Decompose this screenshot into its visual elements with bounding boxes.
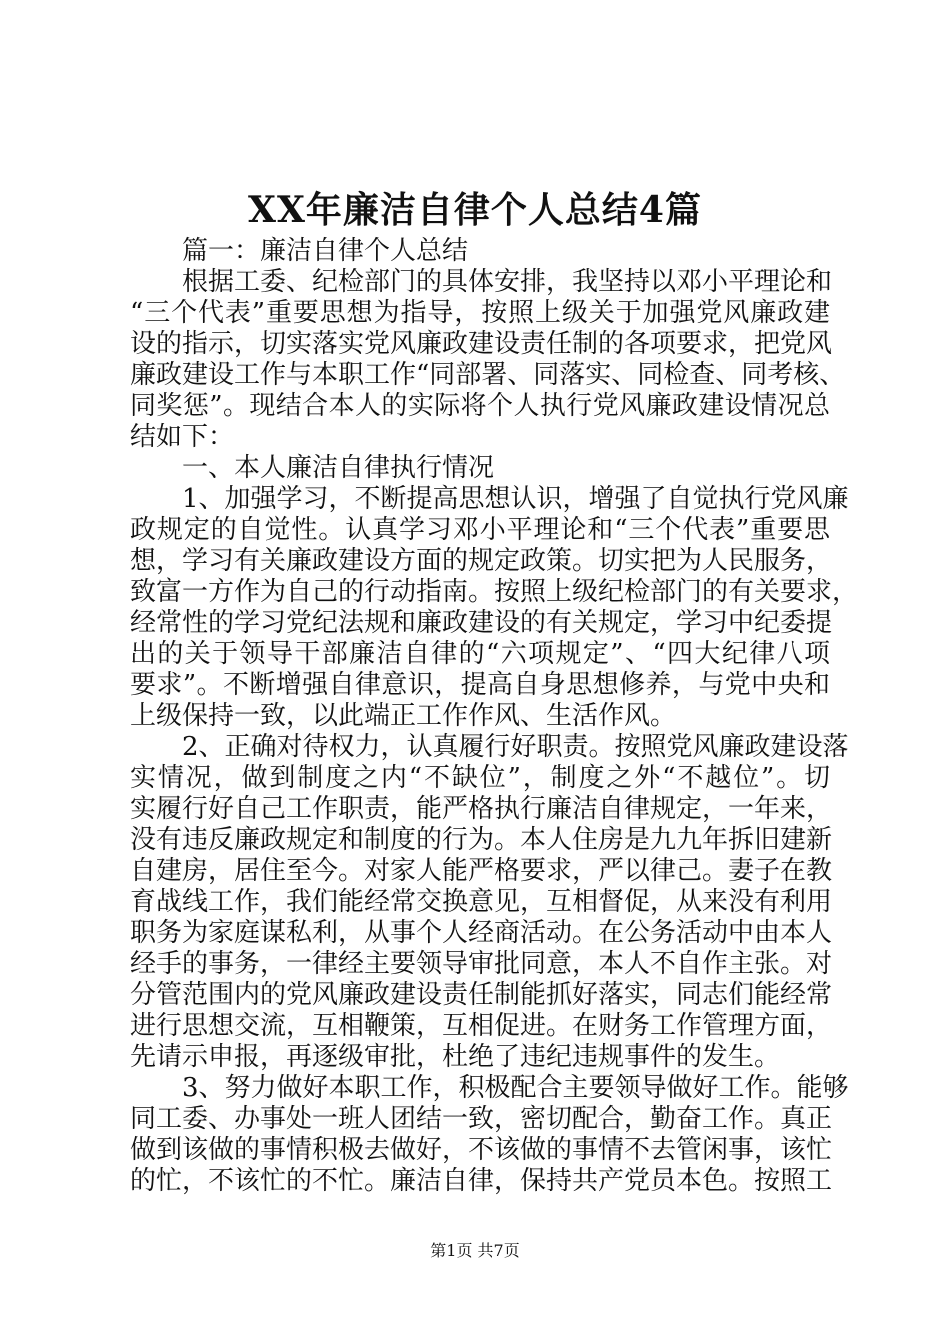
paragraph-line: 的忙，不该忙的不忙。廉洁自律，保持共产党员本色。按照工 xyxy=(130,1166,833,1196)
section-heading: 一、本人廉洁自律执行情况 xyxy=(182,453,495,483)
paragraph-line: 自建房，居住至今。对家人能严格要求，严以律己。妻子在教 xyxy=(130,856,833,886)
paragraph-line: 进行思想交流，互相鞭策，互相促进。在财务工作管理方面， xyxy=(130,1011,833,1041)
paragraph-line: 结如下： xyxy=(130,422,235,452)
paragraph-line: 育战线工作，我们能经常交换意见，互相督促，从来没有利用 xyxy=(130,887,833,917)
paragraph-line: 要求”。不断增强自律意识，提高自身思想修养，与党中央和 xyxy=(130,670,830,700)
paragraph-line: 同工委、办事处一班人团结一致，密切配合，勤奋工作。真正 xyxy=(130,1104,833,1134)
paragraph-line: 3、努力做好本职工作，积极配合主要领导做好工作。能够 xyxy=(182,1073,849,1103)
paragraph-line: 经常性的学习党纪法规和廉政建设的有关规定，学习中纪委提 xyxy=(130,608,833,638)
paragraph-line: 职务为家庭谋私利，从事个人经商活动。在公务活动中由本人 xyxy=(130,918,833,948)
paragraph-line: 1、加强学习，不断提高思想认识，增强了自觉执行党风廉 xyxy=(182,484,849,514)
paragraph-line: 先请示申报，再逐级审批，杜绝了违纪违规事件的发生。 xyxy=(130,1042,781,1072)
document-body xyxy=(130,236,859,1197)
paragraph-line: 廉政建设工作与本职工作“同部署、同落实、同检查、同考核、 xyxy=(130,360,846,390)
paragraph-line: 政规定的自觉性。认真学习邓小平理论和“三个代表”重要思 xyxy=(130,515,830,545)
paragraph-line: 致富一方作为自己的行动指南。按照上级纪检部门的有关要求， xyxy=(130,577,859,607)
paragraph-line: 实情况，做到制度之内“不缺位”，制度之外“不越位”。切 xyxy=(130,763,830,793)
paragraph-line: 经手的事务，一律经主要领导审批同意，本人不自作主张。对 xyxy=(130,949,833,979)
paragraph-line: 实履行好自己工作职责，能严格执行廉洁自律规定，一年来， xyxy=(130,794,833,824)
paragraph-line: 同奖惩”。现结合本人的实际将个人执行党风廉政建设情况总 xyxy=(130,391,830,421)
page-number-footer: 第1页 共7页 xyxy=(430,1241,520,1260)
section-heading: 篇一：廉洁自律个人总结 xyxy=(182,236,469,266)
document-title: XX年廉洁自律个人总结4篇 xyxy=(248,189,702,231)
paragraph-line: 根据工委、纪检部门的具体安排，我坚持以邓小平理论和 xyxy=(182,267,833,297)
paragraph-line: 设的指示，切实落实党风廉政建设责任制的各项要求，把党风 xyxy=(130,329,833,359)
paragraph-line: 上级保持一致，以此端正工作作风、生活作风。 xyxy=(130,701,677,731)
paragraph-line: 2、正确对待权力，认真履行好职责。按照党风廉政建设落 xyxy=(182,732,849,762)
paragraph-line: 做到该做的事情积极去做好，不该做的事情不去管闲事，该忙 xyxy=(130,1135,833,1165)
paragraph-line: 分管范围内的党风廉政建设责任制能抓好落实，同志们能经常 xyxy=(130,980,833,1010)
paragraph-line: “三个代表”重要思想为指导，按照上级关于加强党风廉政建 xyxy=(130,298,830,328)
paragraph-line: 没有违反廉政规定和制度的行为。本人住房是九九年拆旧建新 xyxy=(130,825,833,855)
paragraph-line: 想，学习有关廉政建设方面的规定政策。切实把为人民服务， xyxy=(130,546,833,576)
paragraph-line: 出的关于领导干部廉洁自律的“六项规定”、“四大纪律八项 xyxy=(130,639,830,669)
